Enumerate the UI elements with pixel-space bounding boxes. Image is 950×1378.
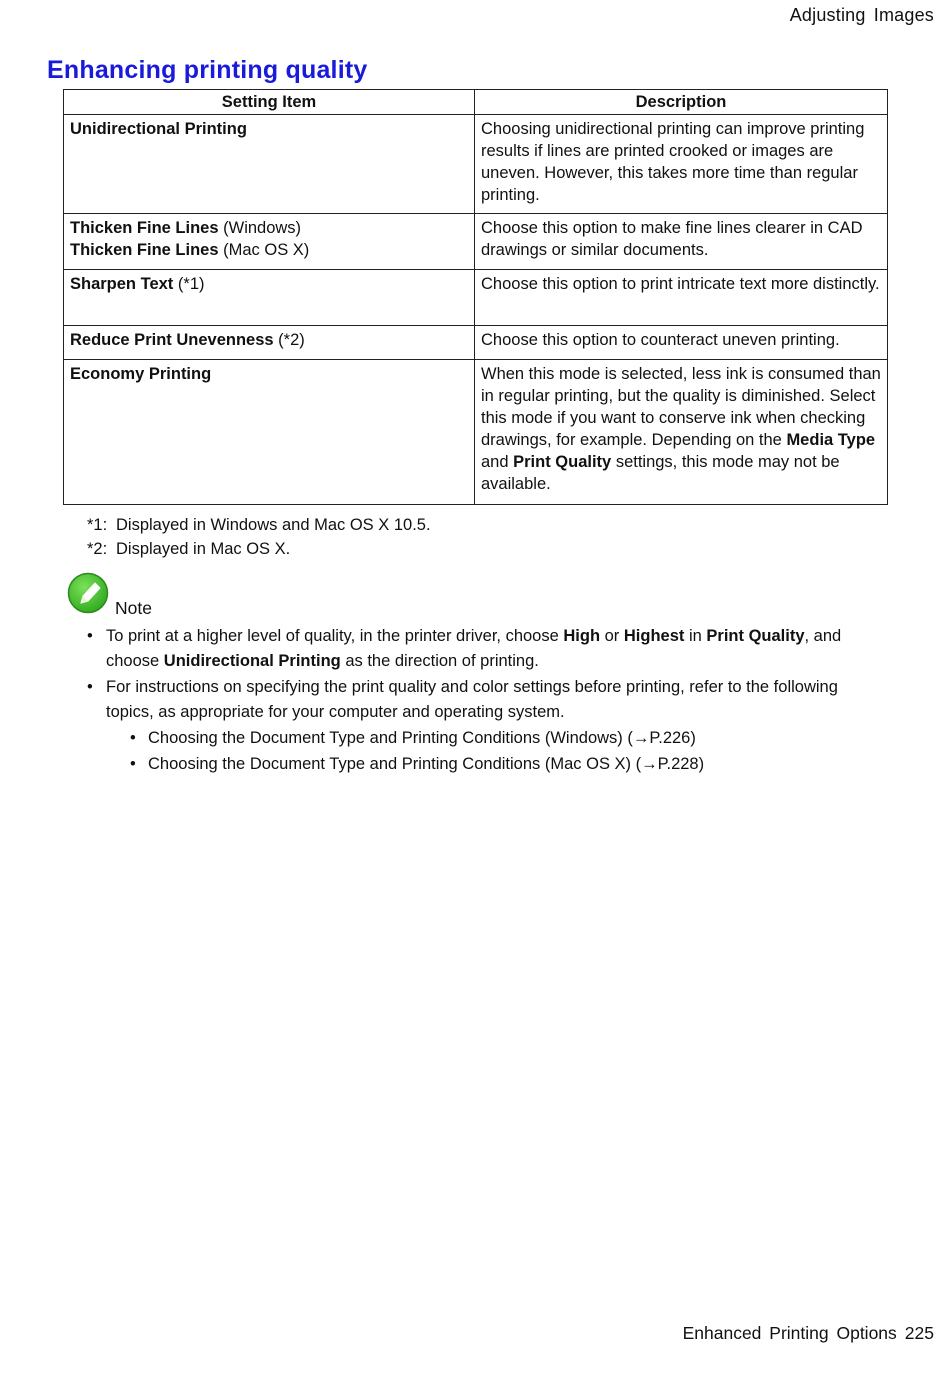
note-text: For instructions on specifying the print quality and color settings before printing, refer to the following topics, as appropriate for your computer and operating system. xyxy=(106,678,838,721)
settings-table xyxy=(63,89,888,505)
footnote xyxy=(87,513,431,537)
setting-ref-print-quality: Print Quality xyxy=(513,453,612,471)
note-text-part: , and choose xyxy=(106,627,842,670)
description-cell: Choose this option to counteract uneven printing. xyxy=(475,326,888,360)
setting-ref-highest: Highest xyxy=(623,627,685,645)
description-cell: Choose this option to print intricate text more distinctly. xyxy=(475,270,888,326)
page-footer xyxy=(683,1323,934,1344)
section-title: Enhancing printing quality xyxy=(47,56,368,84)
cross-reference-link[interactable] xyxy=(130,752,887,777)
cross-reference-link[interactable] xyxy=(130,726,887,751)
footer-chapter: Enhanced Printing Options xyxy=(682,1323,897,1343)
note-text xyxy=(106,624,887,673)
table-row xyxy=(64,115,888,214)
bullet-glyph: • xyxy=(130,754,136,773)
table-row xyxy=(64,360,888,505)
setting-item-cell xyxy=(64,360,475,505)
footnote-text: Displayed in Windows and Mac OS X 10.5. xyxy=(116,516,431,534)
footnote xyxy=(87,537,431,561)
setting-qualifier: (*2) xyxy=(273,331,305,349)
description-cell xyxy=(475,360,888,505)
setting-item-cell xyxy=(64,326,475,360)
running-header: Adjusting Images xyxy=(789,5,934,25)
setting-item-cell xyxy=(64,115,475,214)
page-number: 225 xyxy=(904,1323,934,1343)
footnote-mark: *1: xyxy=(87,516,108,534)
description-cell: Choosing unidirectional printing can improve printing results if lines are printed crooked or images are uneven. However, this takes more time than regular printing. xyxy=(475,115,888,214)
setting-qualifier: (*1) xyxy=(173,275,205,293)
link-text[interactable]: Choosing the Document Type and Printing Conditions (Windows) (→P.226) xyxy=(148,729,696,747)
note-text-part: or xyxy=(600,627,624,645)
table-row xyxy=(64,270,888,326)
footnote-mark: *2: xyxy=(87,540,108,558)
setting-name: Thicken Fine Lines xyxy=(70,219,219,237)
bullet-glyph: • xyxy=(87,627,93,645)
description-text: and xyxy=(481,453,514,471)
setting-ref-media-type: Media Type xyxy=(786,431,876,449)
setting-item-cell xyxy=(64,270,475,326)
list-item xyxy=(87,675,887,724)
pencil-note-icon xyxy=(67,572,111,614)
description-cell: Choose this option to make fine lines clearer in CAD drawings or similar documents. xyxy=(475,214,888,270)
footnotes xyxy=(87,513,431,561)
column-header-setting-item: Setting Item xyxy=(64,90,475,115)
description-text: settings, this mode may not be available. xyxy=(481,453,840,493)
table-row xyxy=(64,326,888,360)
bullet-glyph: • xyxy=(130,729,136,747)
note-text-part: in xyxy=(684,627,707,645)
setting-name: Unidirectional Printing xyxy=(70,120,247,138)
setting-qualifier: (Mac OS X) xyxy=(218,241,310,259)
description-text: When this mode is selected, less ink is consumed than in regular printing, but the quality is diminished. Select this mode if you want to conserve ink when checking drawings, for example. Depending on the xyxy=(481,365,881,449)
table-header-row xyxy=(64,90,888,115)
bullet-glyph: • xyxy=(87,678,93,696)
setting-name: Economy Printing xyxy=(70,365,212,383)
setting-ref-unidirectional-printing: Unidirectional Printing xyxy=(163,651,341,670)
note-list xyxy=(87,624,887,776)
column-header-description: Description xyxy=(475,90,888,115)
table-row xyxy=(64,214,888,270)
note-text-part: To print at a higher level of quality, in the printer driver, choose xyxy=(106,627,564,645)
setting-name: Sharpen Text xyxy=(70,275,174,293)
setting-qualifier: (Windows) xyxy=(218,219,302,237)
setting-name: Reduce Print Unevenness xyxy=(70,331,274,349)
note-text-part: as the direction of printing. xyxy=(340,651,539,670)
link-text[interactable]: Choosing the Document Type and Printing Conditions (Mac OS X) (→P.228) xyxy=(148,754,705,773)
list-item xyxy=(87,624,887,673)
setting-ref-print-quality: Print Quality xyxy=(706,627,805,645)
setting-item-cell xyxy=(64,214,475,270)
setting-name: Thicken Fine Lines xyxy=(70,241,219,259)
note-label: Note xyxy=(115,598,152,618)
setting-ref-high: High xyxy=(563,627,601,645)
footnote-text: Displayed in Mac OS X. xyxy=(116,540,291,558)
